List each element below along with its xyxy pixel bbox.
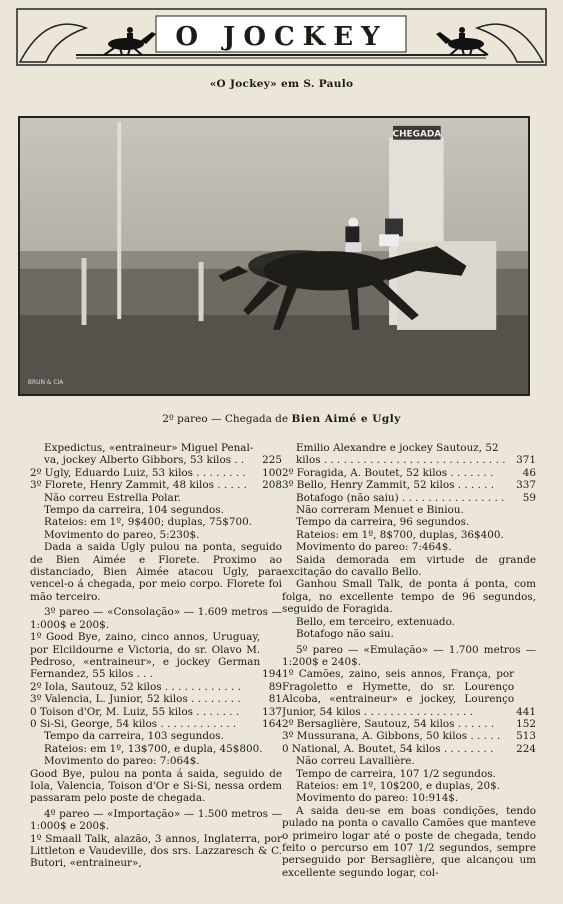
race-commentary: Good Bye, pulou na ponta á saida, seguido de Iola, Valencia, Toison d'Or e Si-Si, nessa ordem passaram pelo poste de chegada. — [30, 767, 282, 805]
result-line: 3º Valencia, L. Junior, 52 kilos . . . . . . . . 81 — [30, 693, 282, 706]
result-line: 1º Smaall Talk, alazão, 3 annos, Inglaterra, por Littleton e Vaudeville, dos srs. Lazzaresch & C. Butori, «entraineur», — [30, 832, 282, 870]
result-line: 3º Mussurana, A. Gibbons, 50 kilos . . . . . 513 — [282, 730, 536, 743]
race-betting-total: Movimento do pareo, 5:230$. — [44, 528, 200, 541]
race-commentary: Dada a saida Ugly pulou na ponta, seguido de Bien Aimée e Florete. Proximo ao distanciado, Bien Aimée atacou Ugly, para vencel-o á chegada, por meio corpo. Florete foi mão terceiro. — [30, 541, 282, 603]
photo-caption — [0, 413, 563, 425]
photo-credit: BRUN & CIA — [27, 379, 64, 387]
right-column — [282, 442, 536, 879]
article-subtitle: «O Jockey» em S. Paulo — [209, 78, 354, 90]
result-line: 0 Si-Si, George, 54 kilos . . . . . . . . . . . . 164 — [30, 717, 282, 730]
race-time: Tempo da carreira, 104 segundos. — [44, 504, 224, 517]
race-heading: 4º pareo — «Importação» — 1.500 metros — 1:000$ e 200$. — [30, 807, 282, 833]
race-payouts: Rateios: em 1º, 10$200, e duplas, 20$. — [296, 779, 501, 792]
masthead-title: O JOCKEY — [175, 22, 388, 52]
result-line: 3º Bello, Henry Zammit, 52 kilos . . . . . . 337 — [282, 479, 536, 492]
result-line: Botafogo (não saiu) . . . . . . . . . . . . . . . . 59 — [296, 491, 536, 504]
race-betting-total: Movimento do pareo: 7:464$. — [296, 541, 452, 554]
race-commentary: A saida deu-se em boas condições, tendo pulado na ponta o cavallo Camões que manteve o primeiro logar até o poste de chegada, tendo feito o percurso em 107 1/2 segundos, sempre perseguido por Bersaglière, que alcançou um excellente segundo logar, col- — [282, 804, 536, 879]
caption-horses: Bien Aimé e Ugly — [291, 413, 401, 425]
race-payouts: Rateios: em 1º, 13$700, e dupla, 45$800. — [44, 742, 263, 755]
result-line: 0 National, A. Boutet, 54 kilos . . . . . . . . 224 — [282, 742, 536, 755]
race-finish-photo — [18, 116, 530, 396]
result-line: 0 Toison d'Or, M. Luiz, 55 kilos . . . . . . . 137 — [30, 705, 282, 718]
left-column — [30, 442, 282, 870]
race-commentary: Botafogo não saiu. — [296, 628, 394, 641]
race-time: Tempo de carreira, 107 1/2 segundos. — [296, 767, 496, 780]
race-heading: 5º pareo — «Emulação» — 1.700 metros — 1:200$ e 240$. — [282, 643, 536, 668]
race-payouts: Rateios: em 1º, 8$700, duplas, 36$400. — [296, 528, 504, 541]
result-note: Não correram Menuet e Biniou. — [296, 504, 464, 517]
result-note: Não correu Estrella Polar. — [44, 491, 181, 504]
result-note: Não correu Lavallière. — [296, 755, 415, 768]
race-betting-total: Movimento do pareo: 10:914$. — [296, 792, 459, 805]
result-line: 2º Bersaglière, Sautouz, 54 kilos . . . . . . 152 — [282, 717, 536, 730]
race-payouts: Rateios: em 1º, 9$400; duplas, 75$700. — [44, 516, 252, 529]
masthead-banner — [16, 8, 547, 66]
race-heading: 3º pareo — «Consolação» — 1.609 metros — 1:000$ e 200$. — [30, 606, 282, 631]
result-line: kilos . . . . . . . . . . . . . . . . . . . . . . . . . . . . 371 — [296, 454, 536, 467]
race-commentary: Bello, em terceiro, extenuado. — [296, 615, 455, 628]
race-commentary: Saida demorada em virtude de grande excitação do cavallo Bello. — [282, 553, 536, 579]
caption-prefix: 2º pareo — Chegada de — [162, 413, 292, 425]
result-line: 1º Camões, zaino, seis annos, França, por Fragoletto e Hymette, do sr. Lourenço Alcoba, «entraineur» e jockey, Lourenço Junior, 54 kilos . . . . . . . . . . . . . . . . . 441 — [282, 668, 536, 718]
finish-sign: CHEGADA — [392, 129, 442, 140]
result-line: 2º Foragida, A. Boutet, 52 kilos . . . . . . . 46 — [282, 466, 536, 479]
result-line: 1º Good Bye, zaino, cinco annos, Uruguay, por Elcildourne e Victoria, do sr. Olavo M. Pedroso, «entraineur», e jockey German Fernandez, 55 kilos . . . 194 — [30, 631, 282, 681]
result-line: 3º Florete, Henry Zammit, 48 kilos . . . . . 208 — [30, 479, 282, 492]
result-line: va, jockey Alberto Gibbors, 53 kilos . . 225 — [44, 454, 282, 467]
race-betting-total: Movimento do pareo: 7:064$. — [44, 755, 200, 768]
race-time: Tempo da carreira, 96 segundos. — [296, 516, 470, 529]
race-commentary: Ganhou Small Talk, de ponta á ponta, com folga, no excellente tempo de 96 segundos, seguido de Foragida. — [282, 578, 536, 616]
result-line: 2º Ugly, Eduardo Luiz, 53 kilos . . . . . . . . 100 — [30, 466, 282, 479]
race-time: Tempo da carreira, 103 segundos. — [44, 730, 224, 743]
result-line: Emilio Alexandre e jockey Sautouz, 52 — [296, 442, 499, 454]
result-line: Expedictus, «entraineur» Miguel Penal- — [44, 442, 254, 454]
result-line: 2º Iola, Sautouz, 52 kilos . . . . . . . . . . . . 89 — [30, 680, 282, 693]
